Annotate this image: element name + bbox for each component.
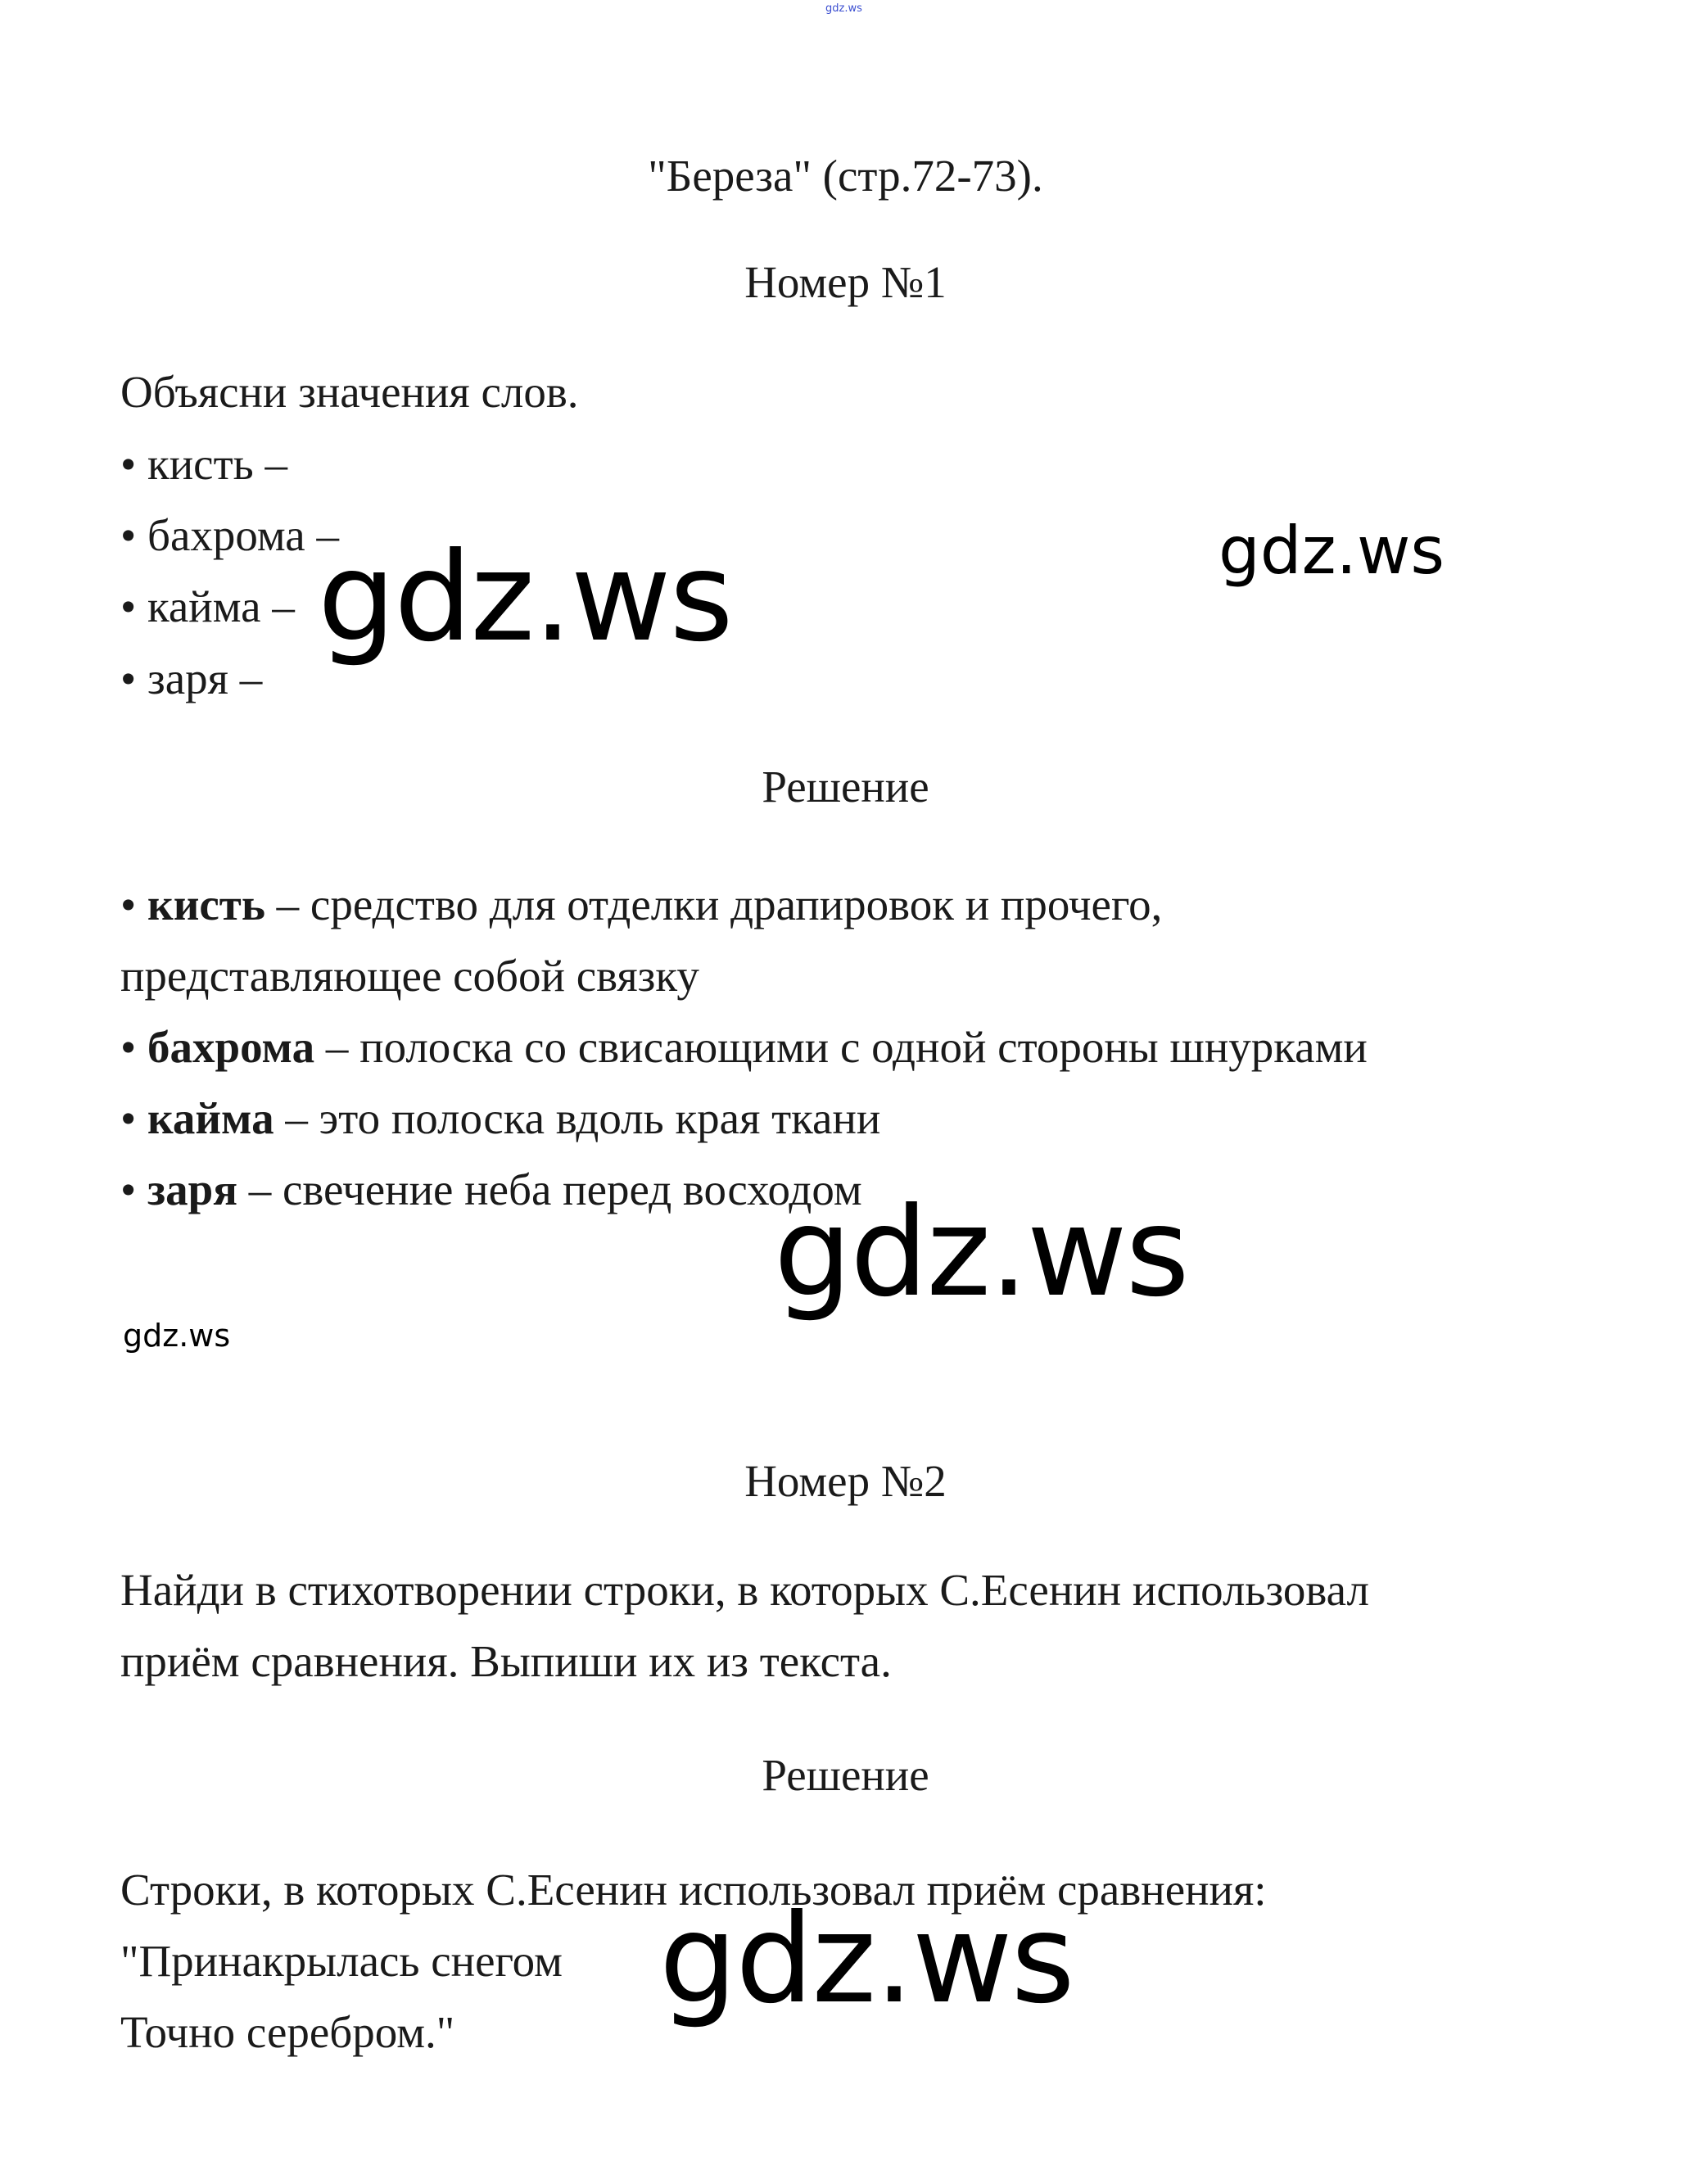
watermark: gdz.ws	[123, 1318, 231, 1354]
answer-definition: – средство для отделки драпировок и прочего,	[265, 879, 1163, 929]
task2-answer-line: "Принакрылась снегом	[120, 1936, 563, 1986]
watermark: gdz.ws	[774, 1182, 1188, 1324]
task1-item: • заря –	[120, 653, 263, 703]
answer-term: бахрома	[147, 1022, 315, 1072]
task1-item: • кисть –	[120, 439, 287, 489]
top-watermark: gdz.ws	[825, 2, 862, 15]
task2-question-line: приём сравнения. Выпиши их из текста.	[120, 1636, 892, 1686]
task2-question-line: Найди в стихотворении строки, в которых С.Есенин использовал	[120, 1565, 1369, 1615]
task1-answer	[120, 1021, 1368, 1074]
answer-term: кайма	[147, 1093, 274, 1143]
answer-term: заря	[147, 1164, 237, 1214]
watermark: gdz.ws	[1219, 513, 1445, 589]
answer-definition: – полоска со свисающими с одной стороны шнурками	[314, 1022, 1368, 1072]
task1-question: Объясни значения слов.	[120, 367, 579, 417]
task2-solution-heading: Решение	[762, 1750, 929, 1800]
answer-bullet: •	[120, 879, 148, 929]
task1-answer-continuation: представляющее собой связку	[120, 951, 699, 1001]
answer-definition: – свечение неба перед восходом	[237, 1164, 862, 1214]
watermark: gdz.ws	[318, 527, 732, 669]
answer-term: кисть	[147, 879, 265, 929]
page-title: "Береза" (стр.72-73).	[648, 151, 1043, 201]
task2-number: Номер №2	[744, 1456, 947, 1506]
task2-answer-line: Строки, в которых С.Есенин использовал приём сравнения:	[120, 1865, 1267, 1915]
watermark: gdz.ws	[659, 1888, 1074, 2031]
task1-answer	[120, 1092, 880, 1145]
answer-bullet: •	[120, 1093, 148, 1143]
answer-definition: – это полоска вдоль края ткани	[274, 1093, 881, 1143]
answer-bullet: •	[120, 1022, 148, 1072]
answer-bullet: •	[120, 1164, 148, 1214]
task1-solution-heading: Решение	[762, 762, 929, 812]
task1-item: • бахрома –	[120, 510, 339, 560]
task1-item: • кайма –	[120, 581, 295, 631]
task1-number: Номер №1	[744, 257, 947, 307]
task2-answer-line: Точно серебром."	[120, 2007, 455, 2057]
task1-answer	[120, 1164, 862, 1216]
task1-answer	[120, 879, 1162, 931]
